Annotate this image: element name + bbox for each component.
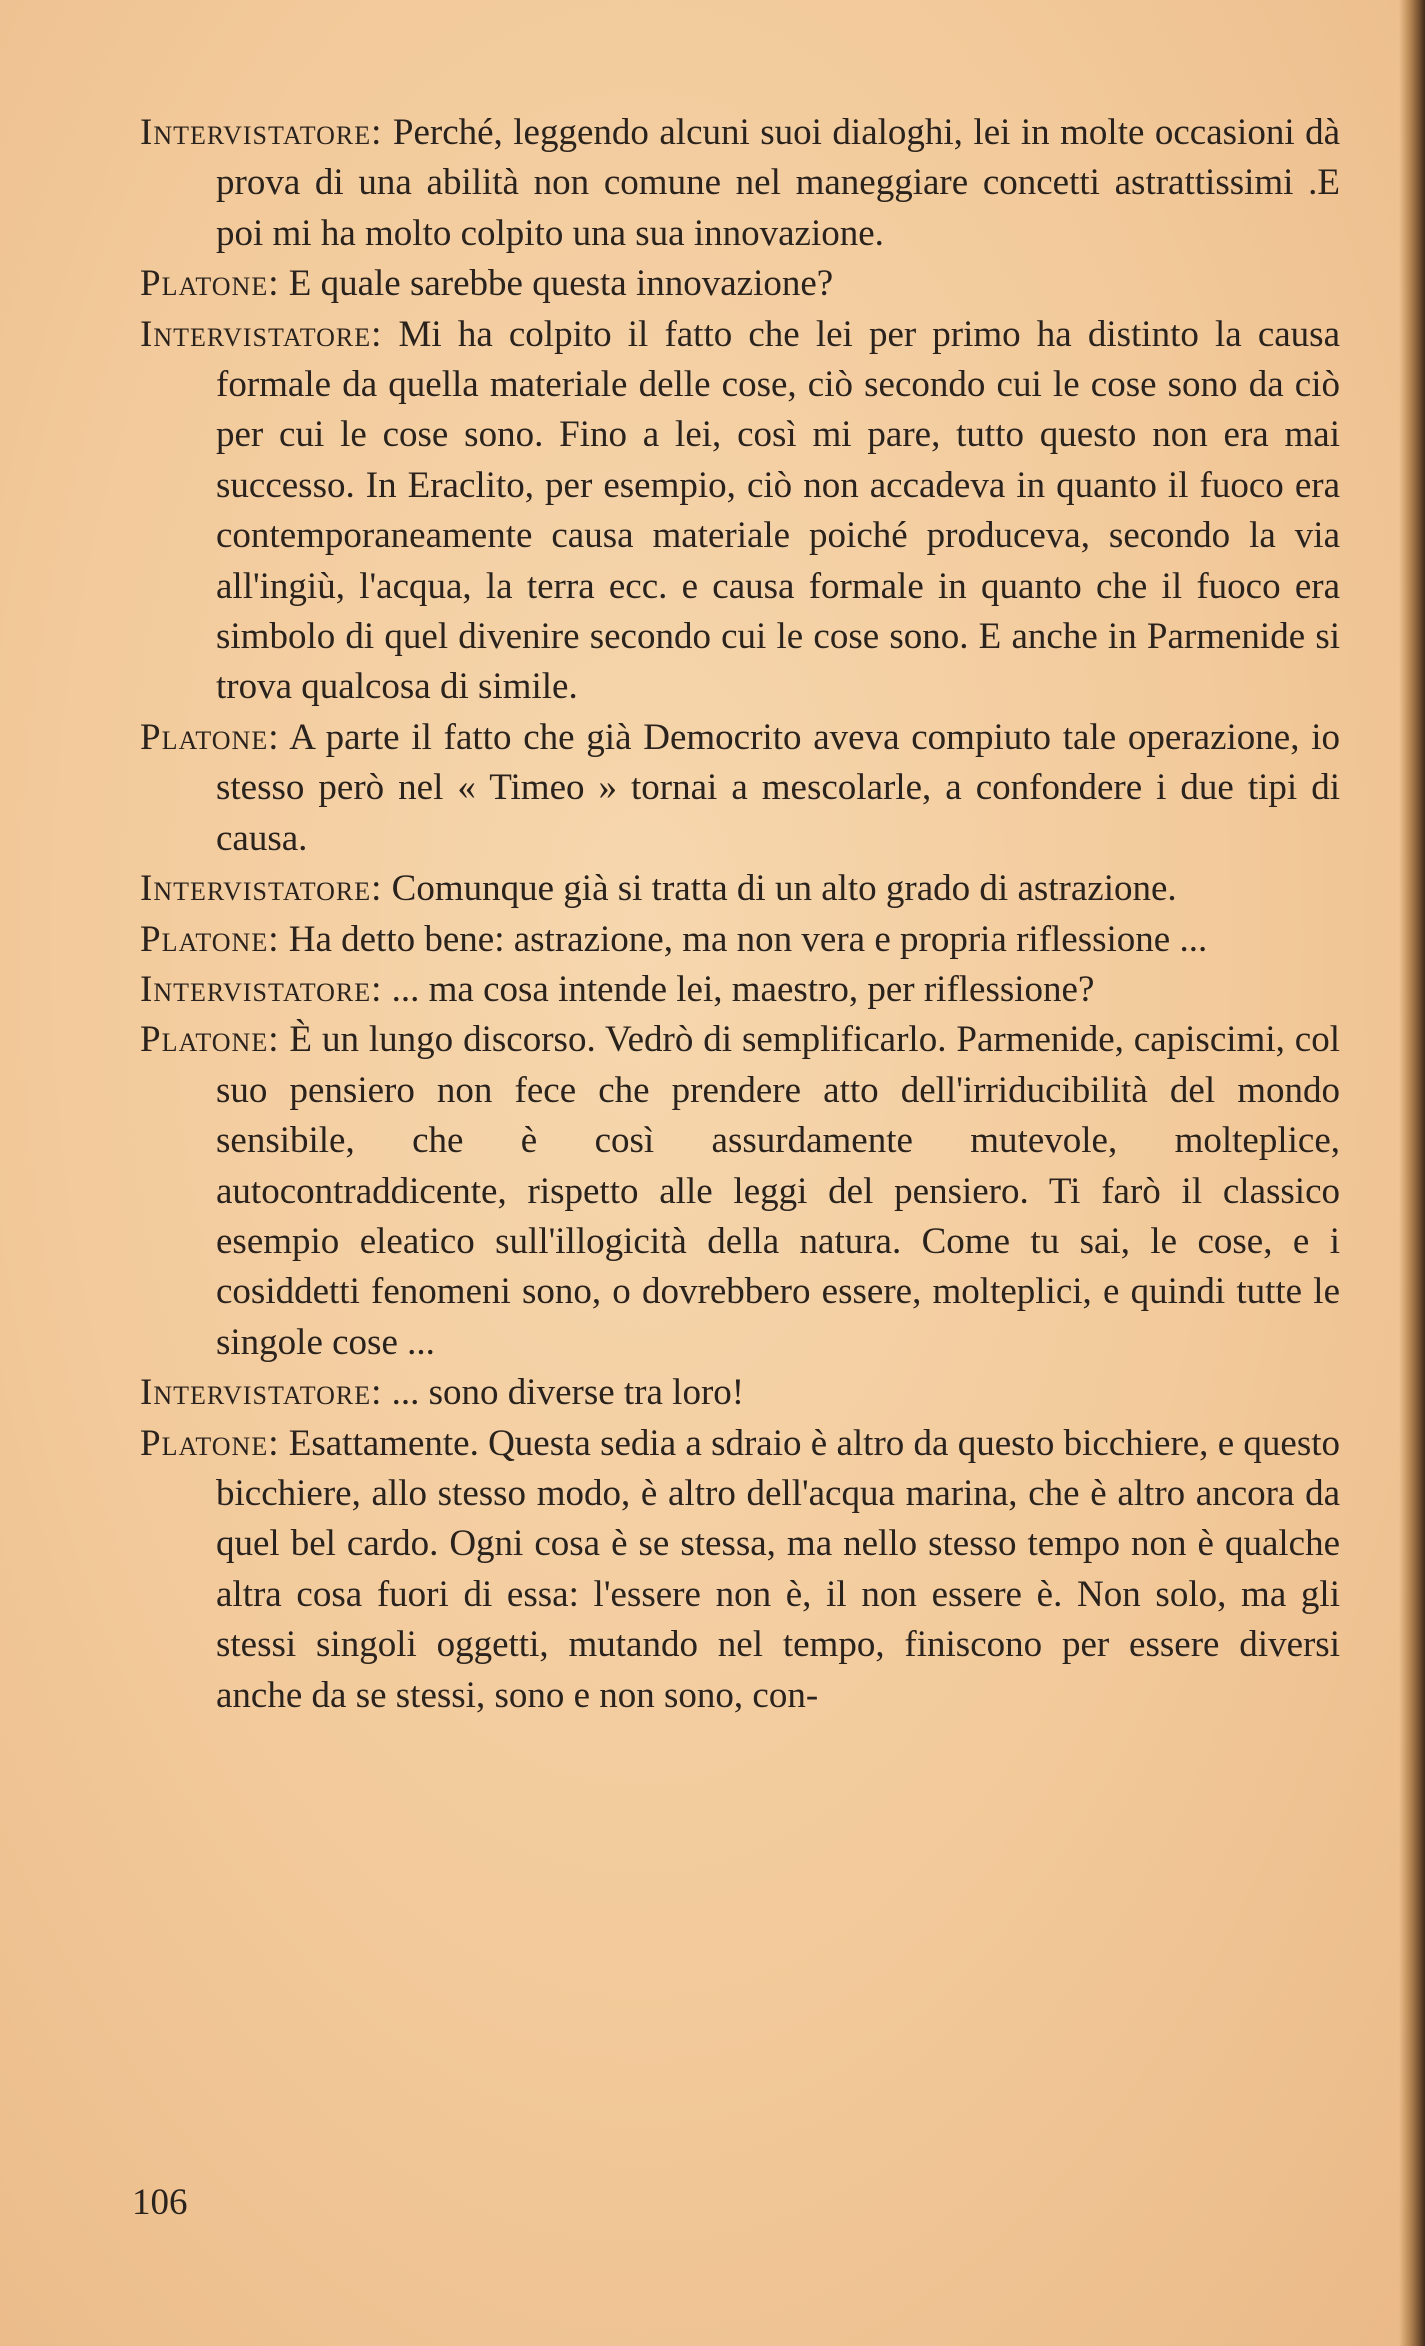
dialogue-entry <box>140 864 1340 914</box>
entry-text: È un lungo discorso. Vedrò di semplificarlo. Parmenide, capiscimi, col suo pensiero non fece che prendere atto dell'irriducibilità del mondo sensibile, che è così assurdamente mutevole, molteplice, autocontraddicente, rispetto alle leggi del pensiero. Ti farò il classico esempio eleatico sull'illogicità della natura. Come tu sai, le cose, e i cosiddetti fenomeni sono, o dovrebbero essere, molteplici, e quindi tutte le singole cose ... <box>216 1019 1340 1363</box>
entry-text: Comunque già si tratta di un alto grado di astrazione. <box>382 868 1177 910</box>
entry-text: Ha detto bene: astrazione, ma non vera e propria riflessione ... <box>279 918 1208 960</box>
speaker-label: Intervistatore: <box>140 1372 383 1414</box>
page-number: 106 <box>132 2182 188 2223</box>
dialogue-entry <box>140 1015 1340 1368</box>
dialogue-entry <box>140 1419 1340 1721</box>
dialogue-entry <box>140 915 1340 965</box>
speaker-label: Platone: <box>140 716 280 758</box>
dialogue-entry <box>140 713 1340 864</box>
dialogue-entry <box>140 259 1340 309</box>
dialogue-entry <box>140 310 1340 713</box>
entry-text: Mi ha colpito il fatto che lei per primo ha distinto la causa formale da quella materiale delle cose, ciò secondo cui le cose sono da ciò per cui le cose sono. Fino a lei, così mi pare, tutto questo non era mai successo. In Eraclito, per esempio, ciò non accadeva in quanto il fuoco era contemporaneamente causa materiale poiché produceva, secondo la via all'ingiù, l'acqua, la terra ecc. e causa formale in quanto che il fuoco era simbolo di quel divenire secondo cui le cose sono. E anche in Parmenide si trova qualcosa di simile. <box>216 313 1340 708</box>
speaker-label: Intervistatore: <box>140 868 383 910</box>
entry-text: Perché, leggendo alcuni suoi dialoghi, lei in molte occasioni dà prova di una abilità non comune nel maneggiare concetti astrattissimi .E poi mi ha molto colpito una sua innovazione. <box>216 112 1340 254</box>
speaker-label: Intervistatore: <box>140 313 383 355</box>
speaker-label: Intervistatore: <box>140 112 383 153</box>
entry-text: ... sono diverse tra loro! <box>382 1372 745 1414</box>
speaker-label: Platone: <box>140 1019 280 1061</box>
entry-text: Esattamente. Questa sedia a sdraio è altro da questo bicchiere, e questo bicchiere, allo stesso modo, è altro dell'acqua marina, che è altro ancora da quel bel cardo. Ogni cosa è se stessa, ma nello stesso tempo non è qualche altra cosa fuori di essa: l'essere non è, il non essere è. Non solo, ma gli stessi singoli oggetti, mutando nel tempo, finiscono per essere diversi anche da se stessi, sono e non sono, con- <box>216 1422 1340 1716</box>
entry-text: E quale sarebbe questa innovazione? <box>279 263 834 305</box>
dialogue-entry <box>140 1368 1340 1418</box>
speaker-label: Platone: <box>140 1422 280 1464</box>
dialogue-text <box>140 108 1340 1721</box>
dialogue-entry <box>140 965 1340 1015</box>
speaker-label: Platone: <box>140 918 280 960</box>
dialogue-entry <box>140 108 1340 259</box>
speaker-label: Platone: <box>140 263 280 305</box>
page-edge-shadow <box>1399 0 1425 2346</box>
entry-text: A parte il fatto che già Democrito aveva compiuto tale operazione, io stesso però nel « Timeo » tornai a mescolarle, a confondere i due tipi di causa. <box>216 716 1340 859</box>
speaker-label: Intervistatore: <box>140 968 383 1010</box>
entry-text: ... ma cosa intende lei, maestro, per riflessione? <box>382 968 1095 1010</box>
